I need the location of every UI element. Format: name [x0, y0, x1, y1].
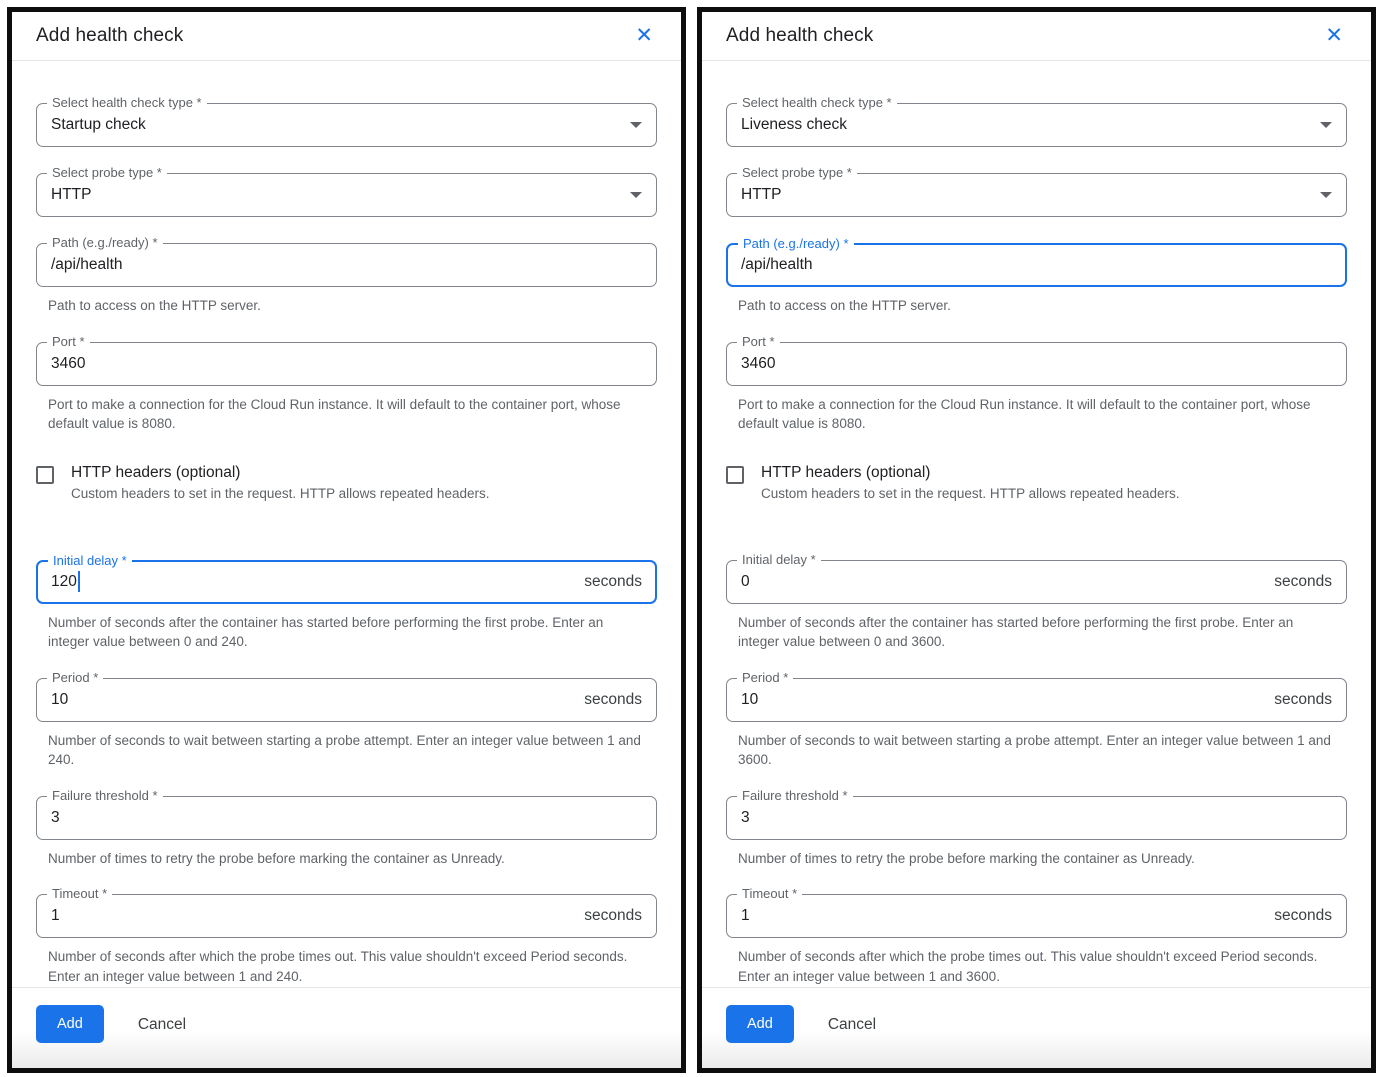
- close-icon[interactable]: ✕: [631, 23, 657, 48]
- initial-delay-label: Initial delay *: [737, 552, 821, 567]
- initial-delay-group: [36, 552, 657, 652]
- initial-delay-input[interactable]: [726, 551, 1347, 604]
- health-check-type-value: Liveness check: [741, 116, 847, 133]
- http-headers-group: [726, 464, 1347, 504]
- cancel-button[interactable]: Cancel: [828, 1005, 876, 1045]
- path-label: Path (e.g./ready) *: [738, 236, 854, 251]
- initial-delay-value: 0: [741, 572, 750, 590]
- path-input[interactable]: [36, 235, 657, 287]
- probe-type-select[interactable]: [36, 165, 657, 217]
- chevron-down-icon: [1320, 192, 1332, 198]
- path-helper-text: Path to access on the HTTP server.: [48, 298, 261, 313]
- failure-threshold-helper-text: Number of times to retry the probe before marking the container as Unready.: [48, 850, 505, 866]
- dialog-header: [12, 12, 681, 61]
- timeout-value: 1: [51, 907, 60, 925]
- health-check-type-group: [726, 95, 1347, 147]
- health-check-type-label: Select health check type *: [47, 95, 207, 110]
- http-headers-label: HTTP headers (optional): [761, 463, 931, 481]
- failure-threshold-value: 3: [51, 808, 60, 826]
- health-check-type-label: Select health check type *: [737, 95, 897, 110]
- timeout-label: Timeout *: [47, 886, 112, 901]
- timeout-group: [36, 886, 657, 986]
- timeout-input[interactable]: [36, 886, 657, 938]
- path-value: /api/health: [741, 256, 813, 273]
- failure-threshold-value: 3: [741, 808, 750, 826]
- timeout-input[interactable]: [726, 886, 1347, 938]
- add-button[interactable]: Add: [726, 1005, 794, 1043]
- failure-threshold-label: Failure threshold *: [737, 788, 853, 803]
- failure-threshold-group: [726, 787, 1347, 869]
- period-helper-text: Number of seconds to wait between starting a probe attempt. Enter an integer value between 1 and 3600.: [738, 732, 1331, 768]
- initial-delay-unit: seconds: [1274, 572, 1332, 590]
- chevron-down-icon: [630, 192, 642, 198]
- add-button[interactable]: Add: [36, 1005, 104, 1043]
- period-unit: seconds: [584, 690, 642, 708]
- timeout-group: [726, 886, 1347, 986]
- text-cursor: [78, 571, 80, 592]
- dialog-footer: [12, 987, 681, 1068]
- timeout-unit: seconds: [1274, 907, 1332, 925]
- path-helper-text: Path to access on the HTTP server.: [738, 298, 951, 313]
- period-label: Period *: [47, 670, 103, 685]
- dialog-title: Add health check: [726, 24, 874, 46]
- port-group: [36, 333, 657, 434]
- add-health-check-dialog-liveness: [697, 7, 1376, 1073]
- period-input[interactable]: [726, 669, 1347, 722]
- http-headers-texts: [761, 464, 1179, 504]
- port-group: [726, 333, 1347, 434]
- initial-delay-label: Initial delay *: [48, 553, 132, 568]
- http-headers-description: Custom headers to set in the request. HTTP allows repeated headers.: [761, 485, 1180, 501]
- timeout-helper-text: Number of seconds after which the probe times out. This value shouldn't exceed Period seconds. Enter an integer value between 1 and 3600.: [738, 949, 1318, 984]
- period-label: Period *: [737, 670, 793, 685]
- chevron-down-icon: [630, 122, 642, 128]
- path-group: [36, 235, 657, 316]
- initial-delay-input[interactable]: [36, 552, 657, 604]
- health-check-type-select[interactable]: [36, 95, 657, 147]
- add-health-check-dialog-startup: [7, 7, 686, 1073]
- health-check-type-group: [36, 95, 657, 147]
- port-value: 3460: [51, 354, 86, 372]
- period-helper-text: Number of seconds to wait between starting a probe attempt. Enter an integer value between 1 and 240.: [48, 732, 641, 768]
- port-input[interactable]: [36, 333, 657, 386]
- period-group: [726, 669, 1347, 770]
- probe-type-group: [726, 165, 1347, 217]
- chevron-down-icon: [1320, 122, 1332, 128]
- initial-delay-helper-text: Number of seconds after the container has started before performing the first probe. Enter an integer value between 0 and 240.: [48, 614, 604, 650]
- period-value: 10: [51, 690, 69, 708]
- probe-type-select[interactable]: [726, 165, 1347, 217]
- timeout-helper-text: Number of seconds after which the probe times out. This value shouldn't exceed Period seconds. Enter an integer value between 1 and 240.: [48, 949, 628, 984]
- close-icon[interactable]: ✕: [1321, 23, 1347, 48]
- probe-type-group: [36, 165, 657, 217]
- path-value: /api/health: [51, 256, 123, 273]
- port-label: Port *: [737, 334, 780, 349]
- port-value: 3460: [741, 354, 776, 372]
- period-group: [36, 669, 657, 770]
- path-input[interactable]: [726, 236, 1347, 287]
- http-headers-checkbox[interactable]: [726, 466, 744, 484]
- period-input[interactable]: [36, 669, 657, 722]
- timeout-value: 1: [741, 907, 750, 925]
- failure-threshold-input[interactable]: [726, 787, 1347, 840]
- dialog-footer: [702, 987, 1371, 1068]
- failure-threshold-label: Failure threshold *: [47, 788, 163, 803]
- dialog-form: [12, 61, 681, 987]
- probe-type-value: HTTP: [741, 186, 782, 203]
- port-helper-text: Port to make a connection for the Cloud Run instance. It will default to the container port, whose default value is 8080.: [48, 396, 621, 432]
- http-headers-group: [36, 464, 657, 504]
- failure-threshold-group: [36, 787, 657, 869]
- path-label: Path (e.g./ready) *: [47, 235, 163, 250]
- period-unit: seconds: [1274, 690, 1332, 708]
- probe-type-label: Select probe type *: [737, 165, 857, 180]
- timeout-unit: seconds: [584, 907, 642, 925]
- dialog-form: [702, 61, 1371, 987]
- failure-threshold-input[interactable]: [36, 787, 657, 840]
- initial-delay-unit: seconds: [584, 572, 642, 590]
- http-headers-label: HTTP headers (optional): [71, 463, 241, 481]
- http-headers-texts: [71, 464, 489, 504]
- failure-threshold-helper-text: Number of times to retry the probe before marking the container as Unready.: [738, 850, 1195, 866]
- health-check-type-value: Startup check: [51, 116, 146, 133]
- path-group: [726, 236, 1347, 316]
- health-check-type-select[interactable]: [726, 95, 1347, 147]
- port-label: Port *: [47, 334, 90, 349]
- initial-delay-group: [726, 551, 1347, 652]
- cancel-button[interactable]: Cancel: [138, 1005, 186, 1045]
- initial-delay-helper-text: Number of seconds after the container has started before performing the first probe. Enter an integer value between 0 and 3600.: [738, 614, 1294, 650]
- dialog-header: [702, 12, 1371, 61]
- dialogs-container: [7, 7, 1376, 1073]
- port-helper-text: Port to make a connection for the Cloud Run instance. It will default to the container port, whose default value is 8080.: [738, 396, 1311, 432]
- period-value: 10: [741, 690, 759, 708]
- http-headers-description: Custom headers to set in the request. HTTP allows repeated headers.: [71, 485, 490, 501]
- dialog-title: Add health check: [36, 24, 184, 46]
- probe-type-value: HTTP: [51, 186, 92, 203]
- timeout-label: Timeout *: [737, 886, 802, 901]
- initial-delay-value: 120: [51, 572, 77, 590]
- port-input[interactable]: [726, 333, 1347, 386]
- http-headers-checkbox[interactable]: [36, 466, 54, 484]
- probe-type-label: Select probe type *: [47, 165, 167, 180]
